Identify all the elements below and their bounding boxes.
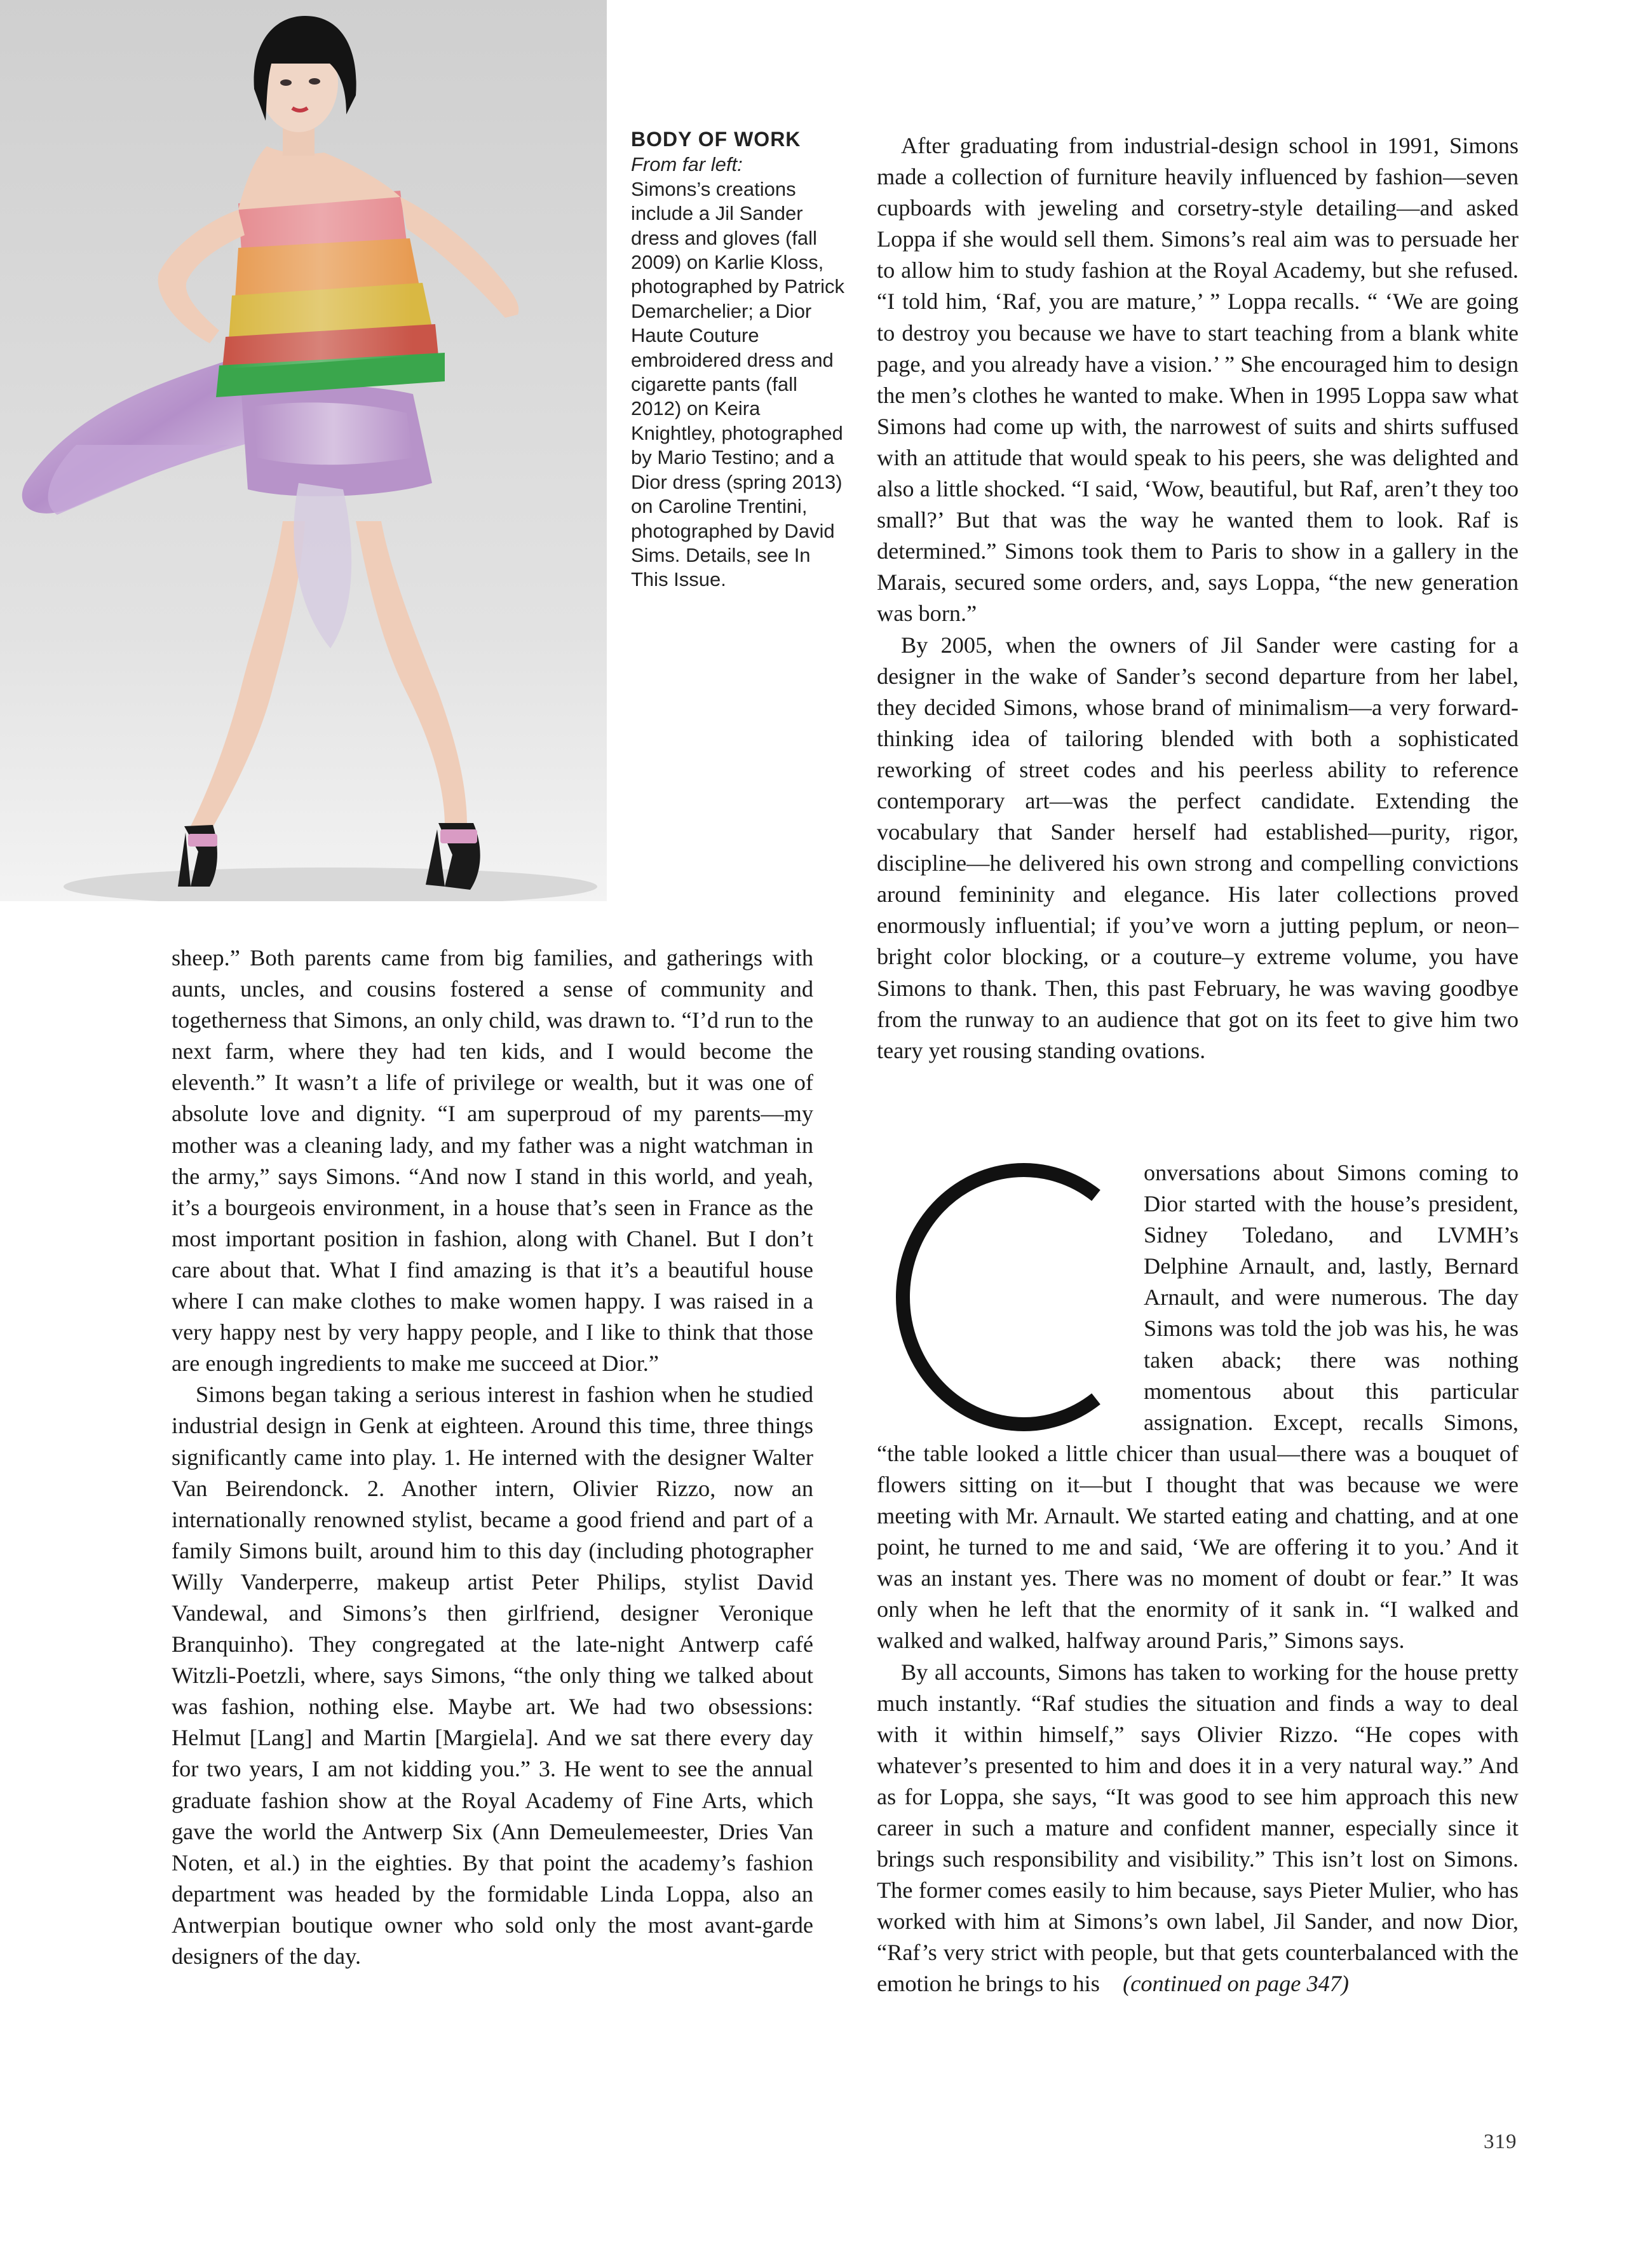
- right-bottom-paragraph-2-text: By all accounts, Simons has taken to working for the house pretty much instantly. “Raf studies the situation and finds a way to deal with it within himself,” says Olivier Rizzo. “He copes with whatever’s presented to him and does it in a very natural way.” And as for Loppa, she says, “It was good to see him approach this new career in such a mature and confident manner, especially since it brings such responsibility and visibility.” This isn’t lost on Simons. The former comes easily to him because, says Pieter Mulier, who has worked with him at Simons’s own label, Jil Sander, and now Dior, “Raf’s very strict with people, but that gets counterbalanced with the emotion he brings to his: [877, 1659, 1519, 1997]
- caption-body: Simons’s creations include a Jil Sander dress and gloves (fall 2009) on Karlie Kloss, photographed by Patrick Demarchelier; a Dior Haute Couture embroidered dress and cigarette pants (fall 2012) on Keira Knightley, photographed by Mario Testino; and a Dior dress (spring 2013) on Caroline Trentini, photographed by David Sims. Details, see In This Issue.: [631, 177, 845, 591]
- left-paragraph-2: Simons began taking a serious interest in fashion when he studied industrial design in Genk at eighteen. Around this time, three things significantly came into play. 1. He interned with the designer Walter Van Beirendonck. 2. Another intern, Olivier Rizzo, now an internationally renowned stylist, became a good friend and part of a family Simons built, around him to this day (including photographer Willy Vanderperre, makeup artist Peter Philips, stylist David Vandewal, and Simons’s then girlfriend, designer Veronique Branquinho). They congregated at the late-night Antwerp café Witzli-Poetzli, where, says Simons, “the only thing we talked about was fashion, nothing else. Maybe art. We had two obsessions: Helmut [Lang] and Martin [Margiela]. And we sat there every day for two years, I am not kidding you.” 3. He went to see the annual graduate fashion show at the Royal Academy of Fine Arts, which gave the world the Antwerp Six (Ann Demeulemeester, Dries Van Noten, et al.) in the eighties. By that point the academy’s fashion department was headed by the formidable Linda Loppa, also an Antwerpian boutique owner who sold only the most avant-garde designers of the day.: [172, 1382, 813, 1969]
- right-column-top: [877, 130, 1519, 1066]
- left-paragraph-1: sheep.” Both parents came from big families, and gatherings with aunts, uncles, and cousins fostered a sense of community and togetherness that Simons, an only child, was drawn to. “I’d run to the next farm, where they had ten kids, and I would become the eleventh.” It wasn’t a life of privilege or wealth, but it was one of absolute love and dignity. “I am superproud of my parents—my mother was a cleaning lady, and my father was a night watchman in the army,” says Simons. “And now I stand in this world, and yeah, it’s a bourgeois environment, in a house that’s seen in France as the most important position in fashion, along with Chanel. But I don’t care about that. What I find amazing is that it’s a beautiful house where I can make clothes to make women happy. I was raised in a very happy nest by very happy people, and I like to think that those are enough ingredients to make me succeed at Dior.”: [172, 945, 813, 1377]
- fashion-photo: [0, 0, 607, 901]
- dropcap: [877, 1157, 1144, 1437]
- caption-title: BODY OF WORK: [631, 128, 801, 151]
- right-top-paragraph-1: After graduating from industrial-design school in 1991, Simons made a collection of furniture heavily influenced by fashion—seven cupboards with jeweling and corsetry-style detailing—and asked Loppa if she would sell them. Simons’s real aim was to persuade her to allow him to study fashion at the Royal Academy, but she refused. “I told him, ‘Raf, you are mature,’ ” Loppa recalls. “ ‘We are going to destroy you because we have to start teaching from a blank white page, and you already have a vision.’ ” She encouraged him to design the men’s clothes he wanted to make. When in 1995 Loppa saw what Simons had come up with, the narrowest of suits and shirts suffused with an attitude that would speak to his peers, she was delighted and also a little shocked. “I said, ‘Wow, beautiful, but Raf, aren’t they too small?’ But that was the way he wanted them to look. Raf is determined.” Simons took them to Paris to show in a gallery in the Marais, secured some orders, and, says Loppa, “the new generation was born.”: [877, 133, 1519, 627]
- right-bottom-paragraph-2: [877, 1657, 1519, 2000]
- photo-caption: [631, 127, 847, 592]
- right-top-paragraph-2: By 2005, when the owners of Jil Sander were casting for a designer in the wake of Sander’s second departure from her label, they decided Simons, whose brand of minimalism—a very forward-thinking idea of tailoring blended with both a sophisticated reworking of street codes and his peerless ability to reference contemporary art—was the perfect candidate. Extending the vocabulary that Sander herself had established—purity, rigor, discipline—he delivered his own strong and compelling convictions around femininity and elegance. His later collections proved enormously influential; if you’ve worn a jutting peplum, or neon–bright color blocking, or a couture–y extreme volume, you have Simons to thank. Then, this past February, he was waving goodbye from the runway to an audience that got on its feet to give him two teary yet rousing standing ovations.: [877, 632, 1519, 1063]
- left-column: [172, 943, 813, 1972]
- page-number: 319: [1484, 2130, 1517, 2153]
- right-bottom-paragraph-1: onversations about Simons coming to Dior started with the house’s president, Sidney Toledano, and LVMH’s Delphine Arnault, and, lastly, Bernard Arnault, and were numerous. The day Simons was told the job was his, he was taken aback; there was nothing momentous about this particular assignation. Except, recalls Simons, “the table looked a little chicer than usual—there was a bouquet of flowers sitting on it—but I thought that was because we were meeting with Mr. Arnault. We started eating and chatting, and at one point, he turned to me and said, ‘We are offering it to you.’ And it was an instant yes. There was no moment of doubt or fear.” It was only when he left that the enormity of it sank in. “I walked and walked and walked, halfway around Paris,” Simons says.: [877, 1160, 1519, 1654]
- caption-lead: From far left:: [631, 153, 743, 176]
- right-column-bottom: [877, 1157, 1519, 2000]
- continued-link[interactable]: (continued on page 347): [1123, 1971, 1349, 1997]
